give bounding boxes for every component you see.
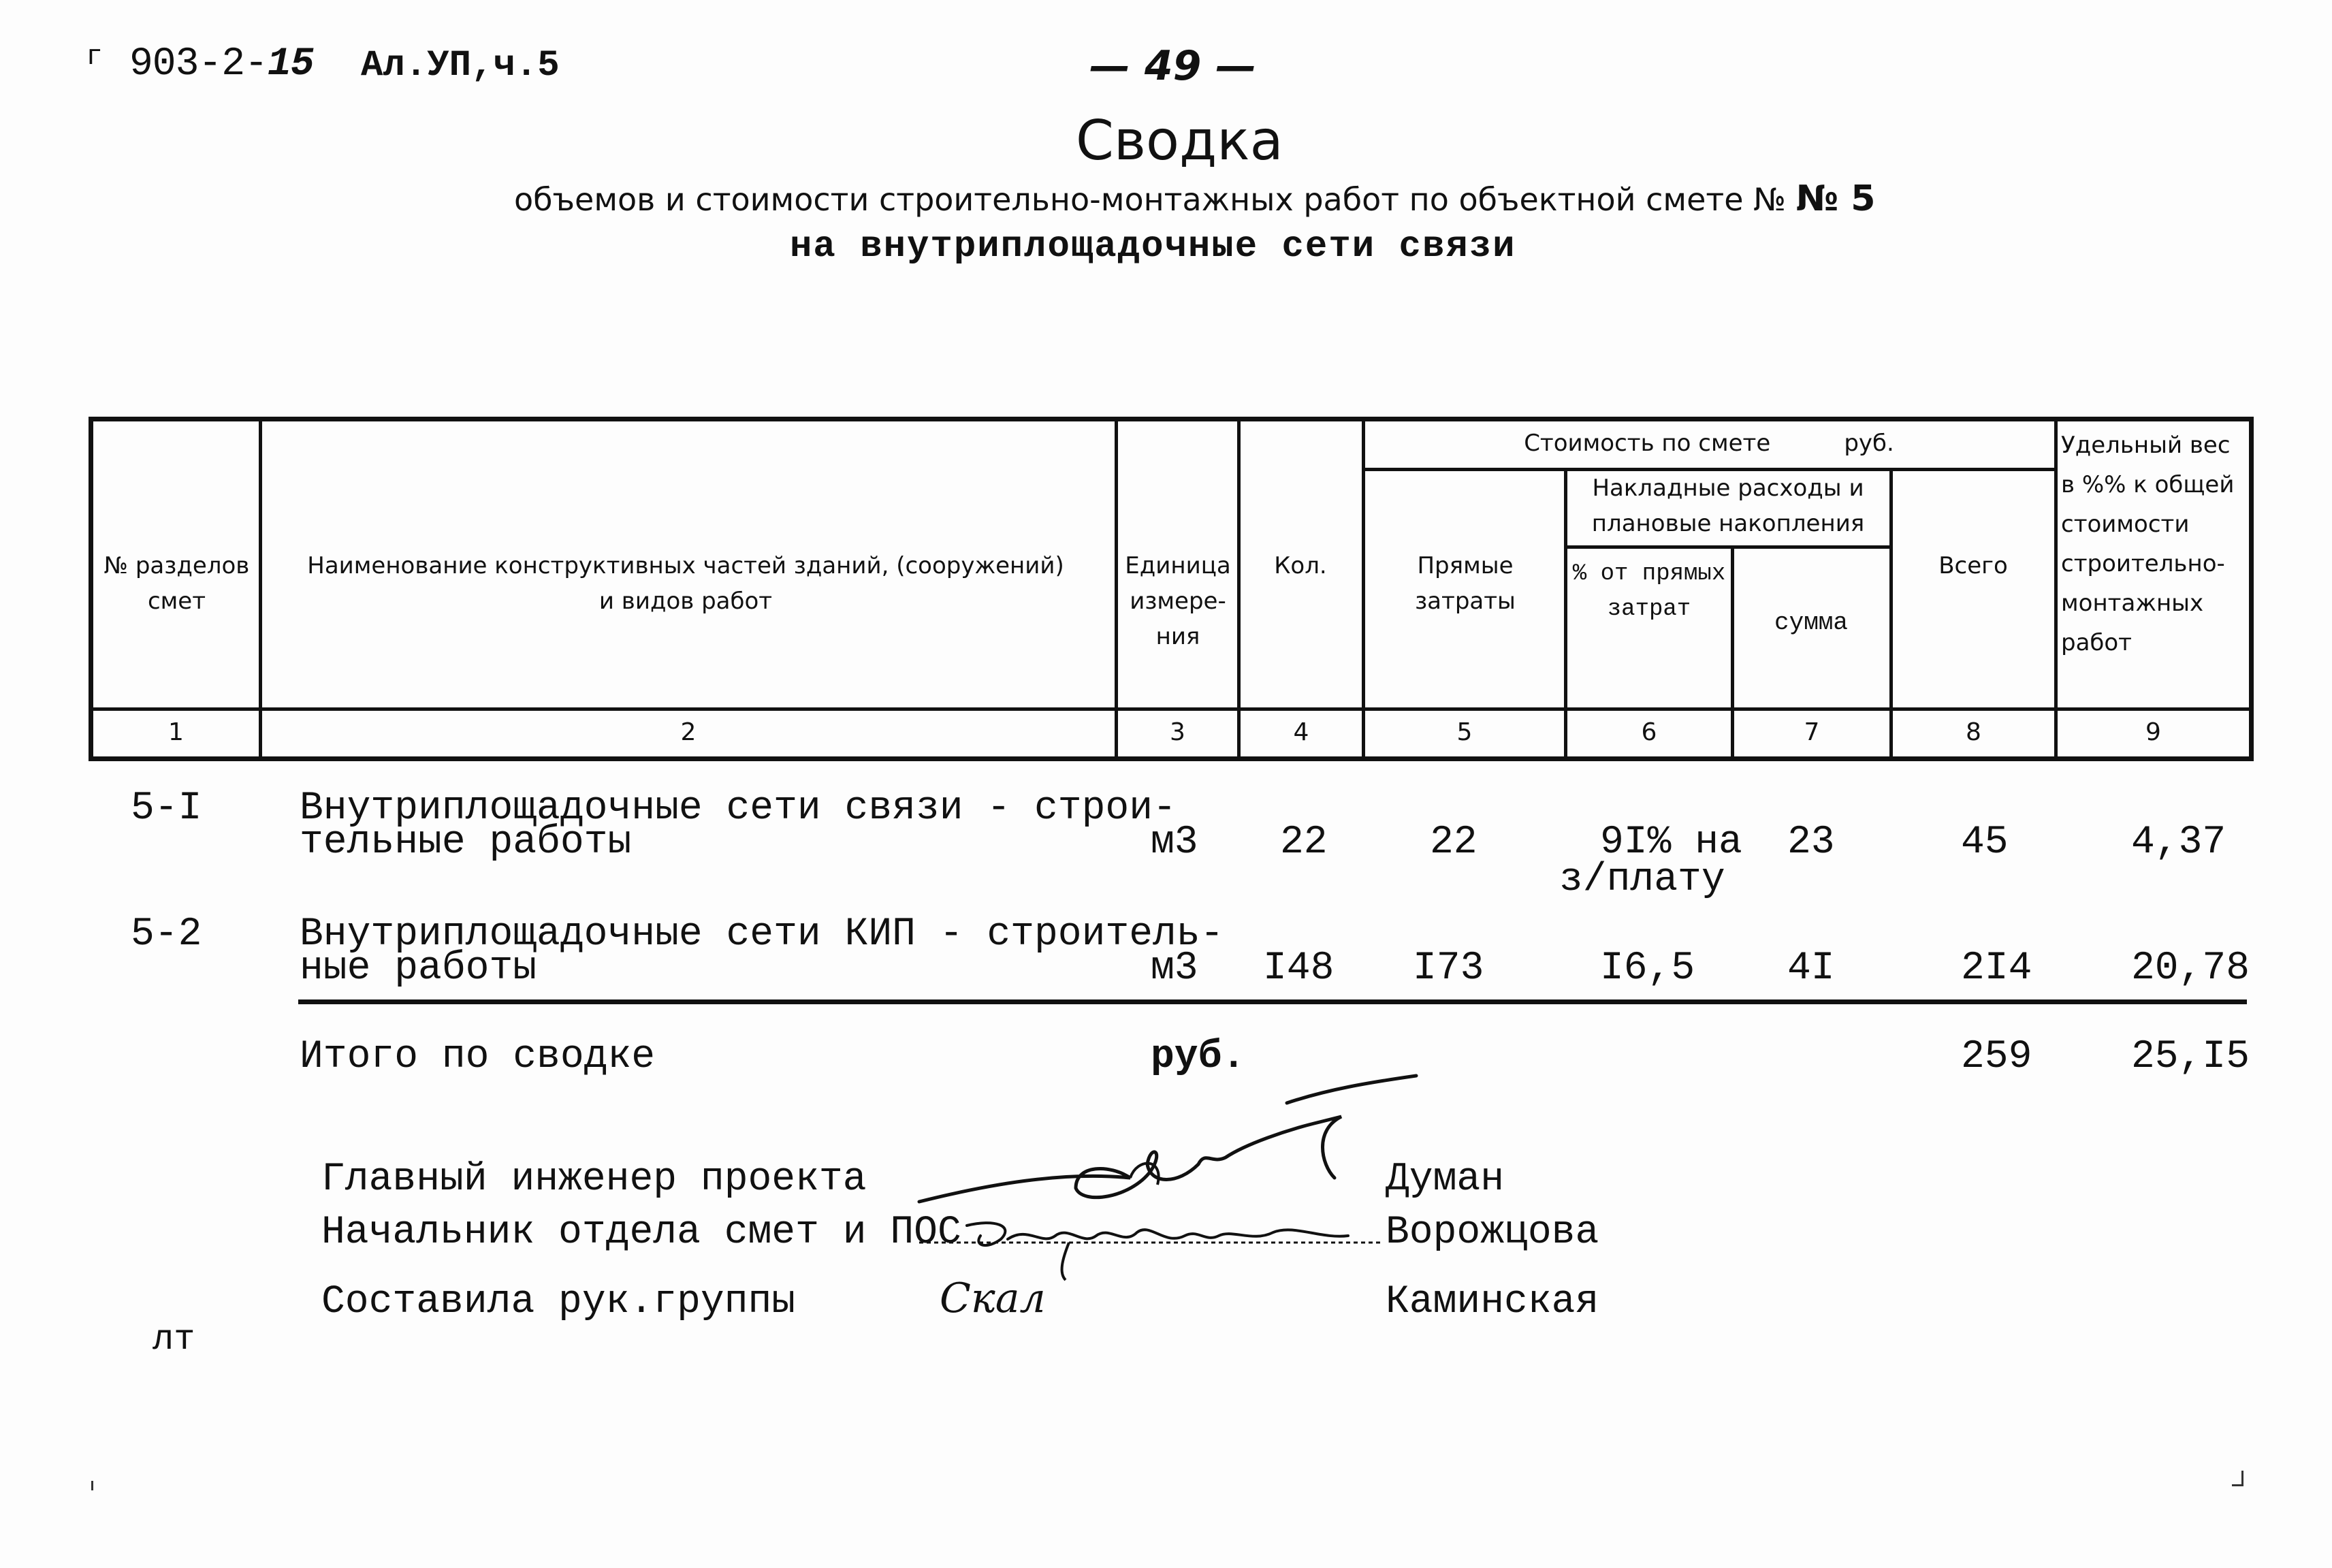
row2-share: 20,78 (2131, 946, 2250, 991)
column-number: 1 (168, 718, 184, 746)
row2-overhead-sum: 4I (1787, 946, 1835, 991)
subtitle-text: объемов и стоимости строительно-монтажных работ по объектной смете № (514, 181, 1786, 218)
column-number: 2 (680, 718, 697, 746)
summary-share: 25,I5 (2131, 1035, 2250, 1079)
page-title: Сводка (1076, 109, 1283, 172)
row1-unit: м3 (1151, 820, 1198, 865)
row2-name-line2: ные работы (300, 946, 537, 991)
column-number: 3 (1170, 718, 1185, 746)
summary-unit: руб. (1151, 1035, 1246, 1079)
crop-mark-bottom-left (91, 1481, 93, 1490)
header-item-name: Наименование конструктивных частей зданий, (сооружений) и видов работ (307, 552, 1064, 615)
column-number: 8 (1966, 718, 1981, 746)
column-number: 4 (1293, 718, 1309, 746)
row2-direct-costs: I73 (1413, 946, 1484, 991)
signature-role-group-lead: Составила рук.группы (321, 1280, 796, 1324)
header-quantity: Кол. (1274, 552, 1327, 579)
header-section-number: № разделов смет (103, 552, 250, 615)
row1-percent-line1: 9I% на (1600, 820, 1742, 865)
row1-section: 5-I (131, 786, 202, 831)
total-divider (298, 999, 2247, 1004)
column-number: 9 (2145, 718, 2161, 746)
handwritten-signature-chief-engineer (906, 1069, 1423, 1226)
handwritten-signature-group-lead: Скал (940, 1275, 1046, 1322)
row1-name-line2: тельные работы (300, 820, 632, 865)
column-number: 7 (1804, 718, 1820, 746)
signature-name-estimates-head: Ворожцова (1386, 1211, 1599, 1255)
signature-name-chief-engineer: Думан (1386, 1157, 1505, 1202)
row1-share: 4,37 (2131, 820, 2226, 865)
header-unit: Единица измере-ния (1125, 552, 1231, 650)
header-percent-of-direct: % от прямых затрат (1572, 561, 1726, 622)
estimate-number: № 5 (1795, 178, 1876, 219)
album-reference: Ал.УП,ч.5 (361, 45, 560, 86)
signature-name-group-lead: Каминская (1386, 1280, 1599, 1324)
header-share: Удельный вес в %% к общей стоимости строительно-монтажных работ (2061, 432, 2235, 656)
row1-total: 45 (1961, 820, 2009, 865)
signature-role-chief-engineer: Главный инженер проекта (321, 1157, 867, 1202)
column-number: 5 (1456, 718, 1473, 746)
subtitle-line2: на внутриплощадочные сети связи (790, 226, 1516, 268)
summary-label: Итого по сводке (300, 1035, 656, 1079)
header-cost-group: Стоимость по смете руб. (1524, 430, 1894, 457)
row2-total: 2I4 (1961, 946, 2032, 991)
table-header (89, 417, 2254, 761)
document-code-number: 15 (267, 42, 314, 86)
summary-total: 259 (1961, 1035, 2032, 1079)
document-code-prefix: 903-2- (129, 42, 268, 86)
header-total: Всего (1938, 552, 2008, 579)
row2-percent-line1: I6,5 (1600, 946, 1695, 991)
header-overhead-group: Накладные расходы и плановые накопления (1591, 475, 1865, 537)
row1-quantity: 22 (1280, 820, 1328, 865)
header-direct-costs: Прямые затраты (1415, 552, 1516, 615)
header-overhead-sum: сумма (1774, 609, 1849, 637)
row2-quantity: I48 (1263, 946, 1335, 991)
crop-mark-bottom-right (2241, 1471, 2243, 1486)
row1-direct-costs: 22 (1430, 820, 1478, 865)
document-code (129, 42, 313, 86)
crop-mark-bottom-right-h (2232, 1484, 2243, 1486)
column-number: 6 (1641, 718, 1657, 746)
corner-mark: г (87, 39, 102, 71)
row1-overhead-sum: 23 (1787, 820, 1835, 865)
footer-mark: лт (153, 1319, 195, 1360)
signature-role-estimates-head: Начальник отдела смет и ПОС (321, 1211, 961, 1255)
subtitle-line1 (514, 178, 1875, 219)
page-number: — 49 — (1089, 42, 1257, 90)
row1-percent-line2: з/плату (1559, 858, 1725, 902)
row2-name-line1: Внутриплощадочные сети КИП - строитель- (300, 912, 1224, 957)
row1-name-line1: Внутриплощадочные сети связи - строи- (300, 786, 1177, 831)
row2-section: 5-2 (131, 912, 202, 957)
row2-unit: м3 (1151, 946, 1198, 991)
